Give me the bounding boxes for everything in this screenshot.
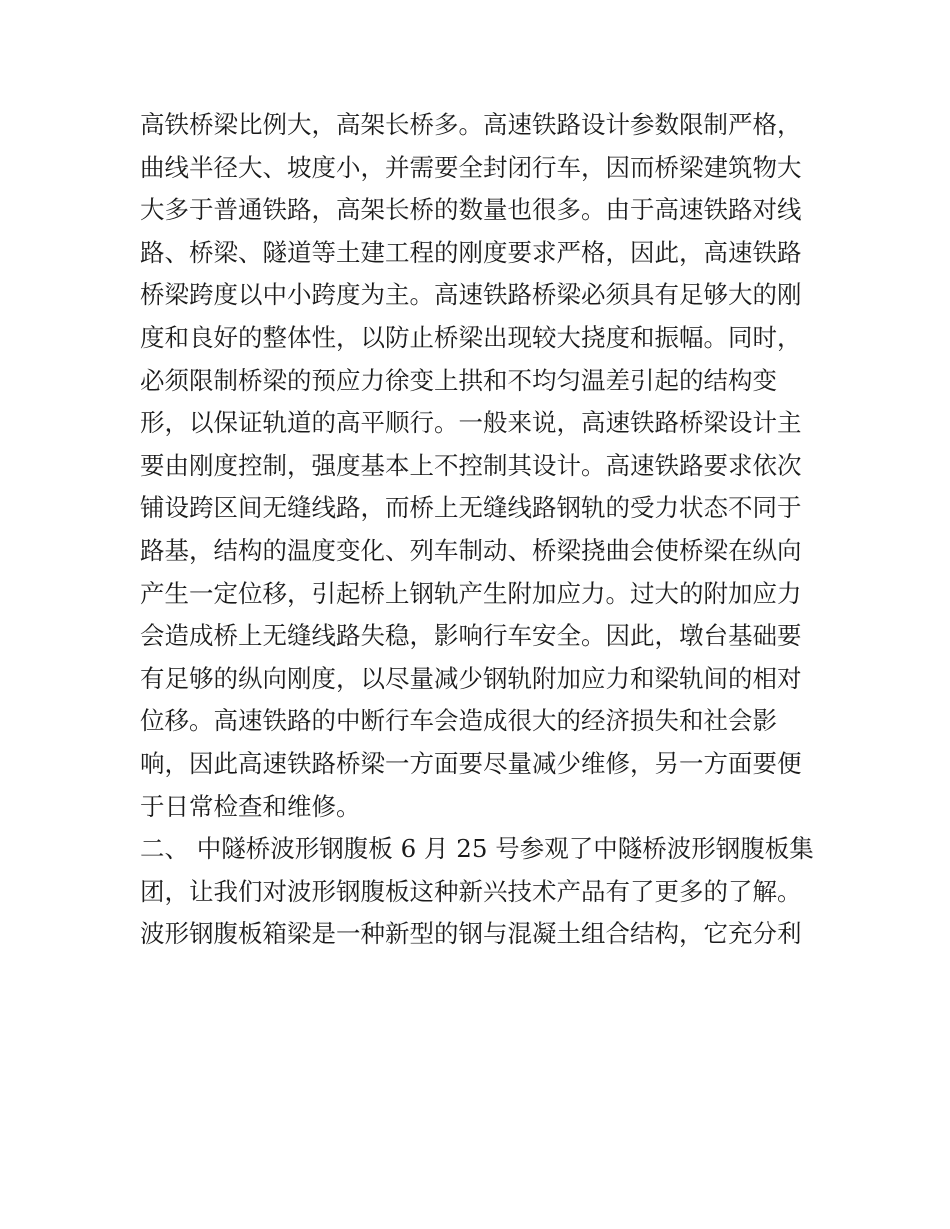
text-line-3: 大多于普通铁路，高架长桥的数量也很多。由于高速铁路对线 — [140, 195, 802, 225]
text-line-19: 团，让我们对波形钢腹板这种新兴技术产品有了更多的了解。 — [140, 876, 802, 906]
text-line-20: 波形钢腹板箱梁是一种新型的钢与混凝土组合结构，它充分利 — [140, 919, 802, 949]
text-line-14: 有足够的纵向刚度，以尽量减少钢轨附加应力和梁轨间的相对 — [140, 663, 802, 693]
text-line-13: 会造成桥上无缝线路失稳，影响行车安全。因此，墩台基础要 — [140, 621, 802, 651]
text-line-1: 高铁桥梁比例大，高架长桥多。高速铁路设计参数限制严格， — [140, 110, 802, 139]
text-line-15: 位移。高速铁路的中断行车会造成很大的经济损失和社会影 — [140, 706, 777, 736]
text-line-10: 铺设跨区间无缝线路，而桥上无缝线路钢轨的受力状态不同于 — [140, 493, 802, 523]
text-line-5: 桥梁跨度以中小跨度为主。高速铁路桥梁必须具有足够大的刚 — [140, 280, 802, 310]
text-line-12: 产生一定位移，引起桥上钢轨产生附加应力。过大的附加应力 — [140, 578, 802, 608]
text-line-4: 路、桥梁、隧道等土建工程的刚度要求严格，因此，高速铁路 — [140, 237, 802, 267]
text-line-6: 度和良好的整体性，以防止桥梁出现较大挠度和振幅。同时， — [140, 322, 802, 352]
body-text — [140, 104, 820, 956]
text-line-8: 形，以保证轨道的高平顺行。一般来说，高速铁路桥梁设计主 — [140, 408, 802, 438]
text-line-17: 于日常检查和维修。 — [140, 791, 361, 821]
text-line-11: 路基，结构的温度变化、列车制动、桥梁挠曲会使桥梁在纵向 — [140, 535, 802, 565]
text-line-16: 响，因此高速铁路桥梁一方面要尽量减少维修，另一方面要便 — [140, 748, 802, 778]
text-line-18: 二、 中隧桥波形钢腹板 6 月 25 号参观了中隧桥波形钢腹板集 — [140, 834, 814, 864]
text-line-2: 曲线半径大、坡度小，并需要全封闭行车，因而桥梁建筑物大 — [140, 152, 802, 182]
text-line-7: 必须限制桥梁的预应力徐变上拱和不均匀温差引起的结构变 — [140, 365, 777, 395]
text-line-9: 要由刚度控制，强度基本上不控制其设计。高速铁路要求依次 — [140, 450, 802, 480]
